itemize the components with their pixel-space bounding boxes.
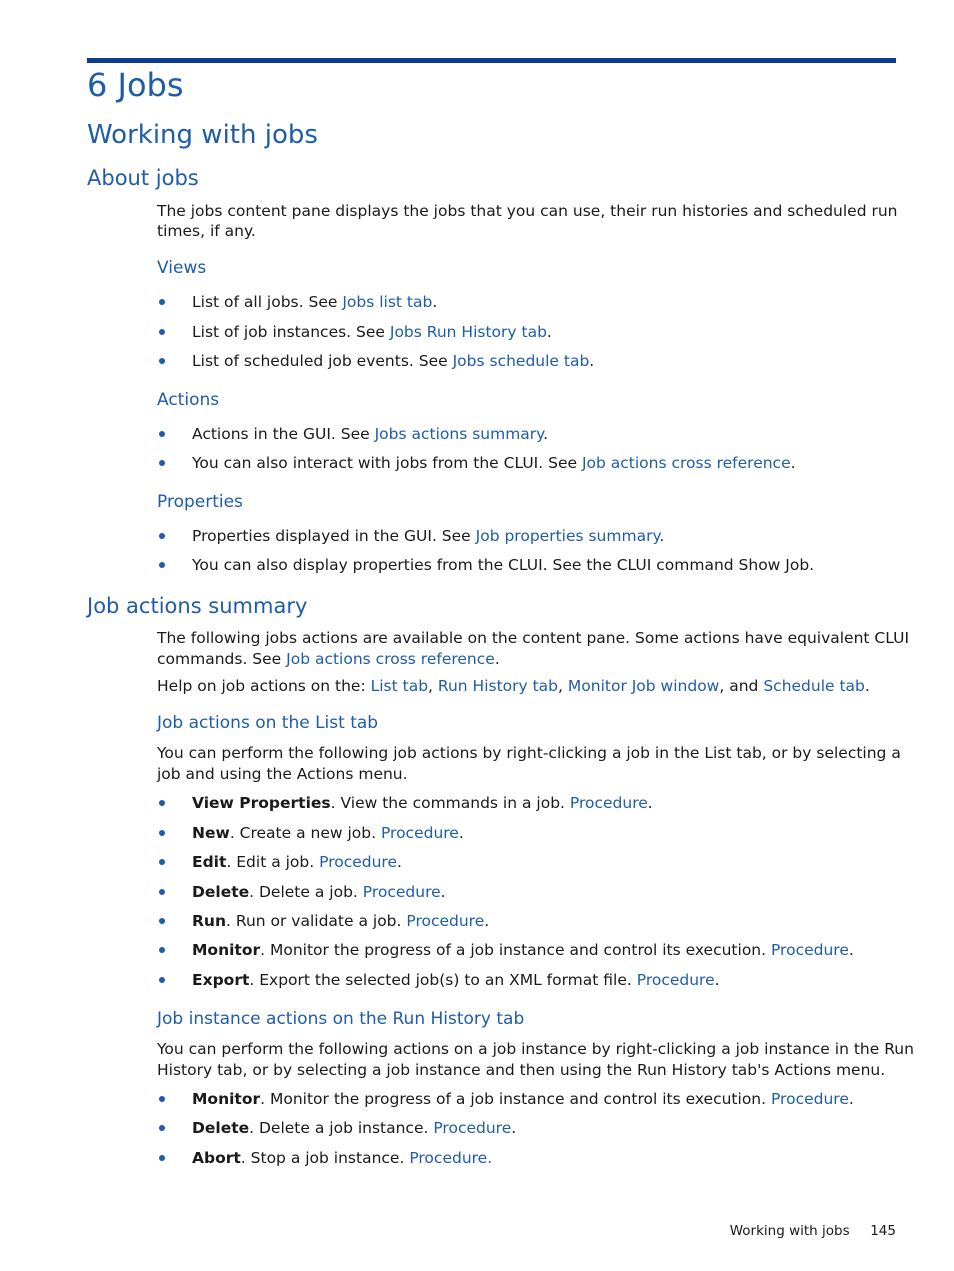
chapter-top-rule — [87, 58, 896, 63]
bullet-icon — [159, 299, 165, 305]
jobs-list-tab-link[interactable]: Jobs list tab — [342, 293, 433, 311]
item-text: You can also interact with jobs from the CLUI. See — [192, 454, 582, 472]
item-text: . Run or validate a job. — [226, 912, 407, 930]
item-punct: . — [659, 527, 665, 545]
bullet-icon — [159, 562, 165, 568]
run-history-tab-link[interactable]: Run History tab — [437, 677, 559, 695]
item-text: Properties displayed in the GUI. See — [192, 527, 476, 545]
summary-intro-suffix: . — [494, 650, 500, 668]
job-actions-cross-reference-link[interactable]: Job actions cross reference — [581, 454, 791, 472]
item-term: Export — [192, 971, 250, 989]
item-text: List of job instances. See — [192, 323, 390, 341]
item-punct: . — [714, 971, 720, 989]
job-actions-cross-reference-link[interactable]: Job actions cross reference — [286, 650, 495, 668]
item-text: . Delete a job instance. — [249, 1119, 434, 1137]
procedure-link[interactable]: Procedure — [636, 971, 715, 989]
procedure-link[interactable]: Procedure — [406, 912, 485, 930]
schedule-tab-link[interactable]: Schedule tab — [763, 677, 865, 695]
item-text: . Export the selected job(s) to an XML format file. — [249, 971, 637, 989]
item-text: List of all jobs. See — [192, 293, 343, 311]
actions-heading: Actions — [157, 390, 220, 410]
item-term: New — [192, 824, 230, 842]
item-punct: . — [647, 794, 653, 812]
run-history-intro-line2: History tab, or by selecting a job instance and then using the Run History tab's Actions menu. — [157, 1061, 886, 1079]
chapter-title: 6 Jobs — [87, 66, 184, 104]
item-punct: . — [458, 824, 464, 842]
footer-section: Working with jobs — [729, 1223, 850, 1239]
help-prefix: Help on job actions on the: — [157, 677, 371, 695]
item-term: Run — [192, 912, 227, 930]
item-term: Abort — [192, 1149, 241, 1167]
list-tab-intro-line1: You can perform the following job actions by right-clicking a job in the List tab, or by selecting a — [157, 744, 901, 762]
procedure-link[interactable]: Procedure. — [409, 1149, 493, 1167]
item-punct: . — [511, 1119, 517, 1137]
item-punct: . — [589, 352, 595, 370]
bullet-icon — [159, 329, 165, 335]
item-punct: . — [848, 1090, 854, 1108]
about-intro-line2: times, if any. — [157, 222, 256, 240]
item-text: . Delete a job. — [249, 883, 363, 901]
item-punct: . — [546, 323, 552, 341]
item-text: . Create a new job. — [229, 824, 381, 842]
jobs-run-history-tab-link[interactable]: Jobs Run History tab — [389, 323, 547, 341]
procedure-link[interactable]: Procedure — [770, 941, 849, 959]
job-actions-summary-heading: Job actions summary — [87, 594, 308, 618]
bullet-icon — [159, 859, 165, 865]
item-punct: . — [484, 912, 490, 930]
bullet-icon — [159, 1125, 165, 1131]
list-tab-link[interactable]: List tab — [370, 677, 429, 695]
bullet-icon — [159, 1096, 165, 1102]
item-punct: . — [440, 883, 446, 901]
run-history-intro-line1: You can perform the following actions on a job instance by right-clicking a job instance in the Run — [157, 1040, 914, 1058]
section-title: Working with jobs — [87, 120, 318, 150]
help-sep: , — [558, 677, 568, 695]
help-sep: , — [428, 677, 438, 695]
job-properties-summary-link[interactable]: Job properties summary — [475, 527, 660, 545]
item-term: Monitor — [192, 941, 261, 959]
procedure-link[interactable]: Procedure — [319, 853, 398, 871]
views-heading: Views — [157, 258, 207, 278]
help-line — [157, 676, 870, 696]
properties-heading: Properties — [157, 492, 243, 512]
bullet-icon — [159, 830, 165, 836]
help-suffix: . — [864, 677, 870, 695]
item-text: . Monitor the progress of a job instance and control its execution. — [260, 1090, 771, 1108]
procedure-link[interactable]: Procedure — [770, 1090, 849, 1108]
item-punct: . — [432, 293, 438, 311]
procedure-link[interactable]: Procedure — [433, 1119, 512, 1137]
jobs-actions-summary-link[interactable]: Jobs actions summary — [374, 425, 544, 443]
bullet-icon — [159, 358, 165, 364]
summary-intro-line2 — [157, 649, 500, 669]
about-jobs-heading: About jobs — [87, 166, 199, 190]
procedure-link[interactable]: Procedure — [569, 794, 648, 812]
summary-intro-prefix: commands. See — [157, 650, 287, 668]
item-text: . Edit a job. — [226, 853, 320, 871]
run-history-actions-heading: Job instance actions on the Run History tab — [157, 1009, 525, 1029]
list-tab-actions-heading: Job actions on the List tab — [157, 713, 379, 733]
procedure-link[interactable]: Procedure — [380, 824, 459, 842]
item-text: You can also display properties from the CLUI. See the CLUI command Show Job. — [192, 556, 815, 574]
summary-intro-line1: The following jobs actions are available on the content pane. Some actions have equivalent CLUI — [157, 629, 910, 647]
item-text: . View the commands in a job. — [330, 794, 570, 812]
list-tab-intro-line2: job and using the Actions menu. — [157, 765, 408, 783]
item-term: Monitor — [192, 1090, 261, 1108]
bullet-icon — [159, 533, 165, 539]
bullet-icon — [159, 800, 165, 806]
item-term: Delete — [192, 1119, 250, 1137]
item-text: List of scheduled job events. See — [192, 352, 453, 370]
item-text: . Stop a job instance. — [240, 1149, 410, 1167]
page-footer — [730, 1223, 896, 1239]
item-punct: . — [848, 941, 854, 959]
bullet-icon — [159, 431, 165, 437]
procedure-link[interactable]: Procedure — [362, 883, 441, 901]
item-punct: . — [397, 853, 402, 871]
item-text: Actions in the GUI. See — [192, 425, 375, 443]
help-sep: , and — [719, 677, 764, 695]
monitor-job-window-link[interactable]: Monitor Job window — [567, 677, 720, 695]
item-punct: . — [790, 454, 796, 472]
item-term: Delete — [192, 883, 250, 901]
about-intro-line1: The jobs content pane displays the jobs that you can use, their run histories and scheduled run — [157, 202, 898, 220]
bullet-icon — [159, 977, 165, 983]
item-punct: . — [543, 425, 549, 443]
bullet-icon — [159, 889, 165, 895]
item-term: View Properties — [192, 794, 331, 812]
item-term: Edit — [192, 853, 227, 871]
bullet-icon — [159, 460, 165, 466]
jobs-schedule-tab-link[interactable]: Jobs schedule tab — [452, 352, 590, 370]
bullet-icon — [159, 947, 165, 953]
bullet-icon — [159, 1155, 165, 1161]
page-number: 145 — [870, 1223, 896, 1239]
bullet-icon — [159, 918, 165, 924]
item-text: . Monitor the progress of a job instance and control its execution. — [260, 941, 771, 959]
